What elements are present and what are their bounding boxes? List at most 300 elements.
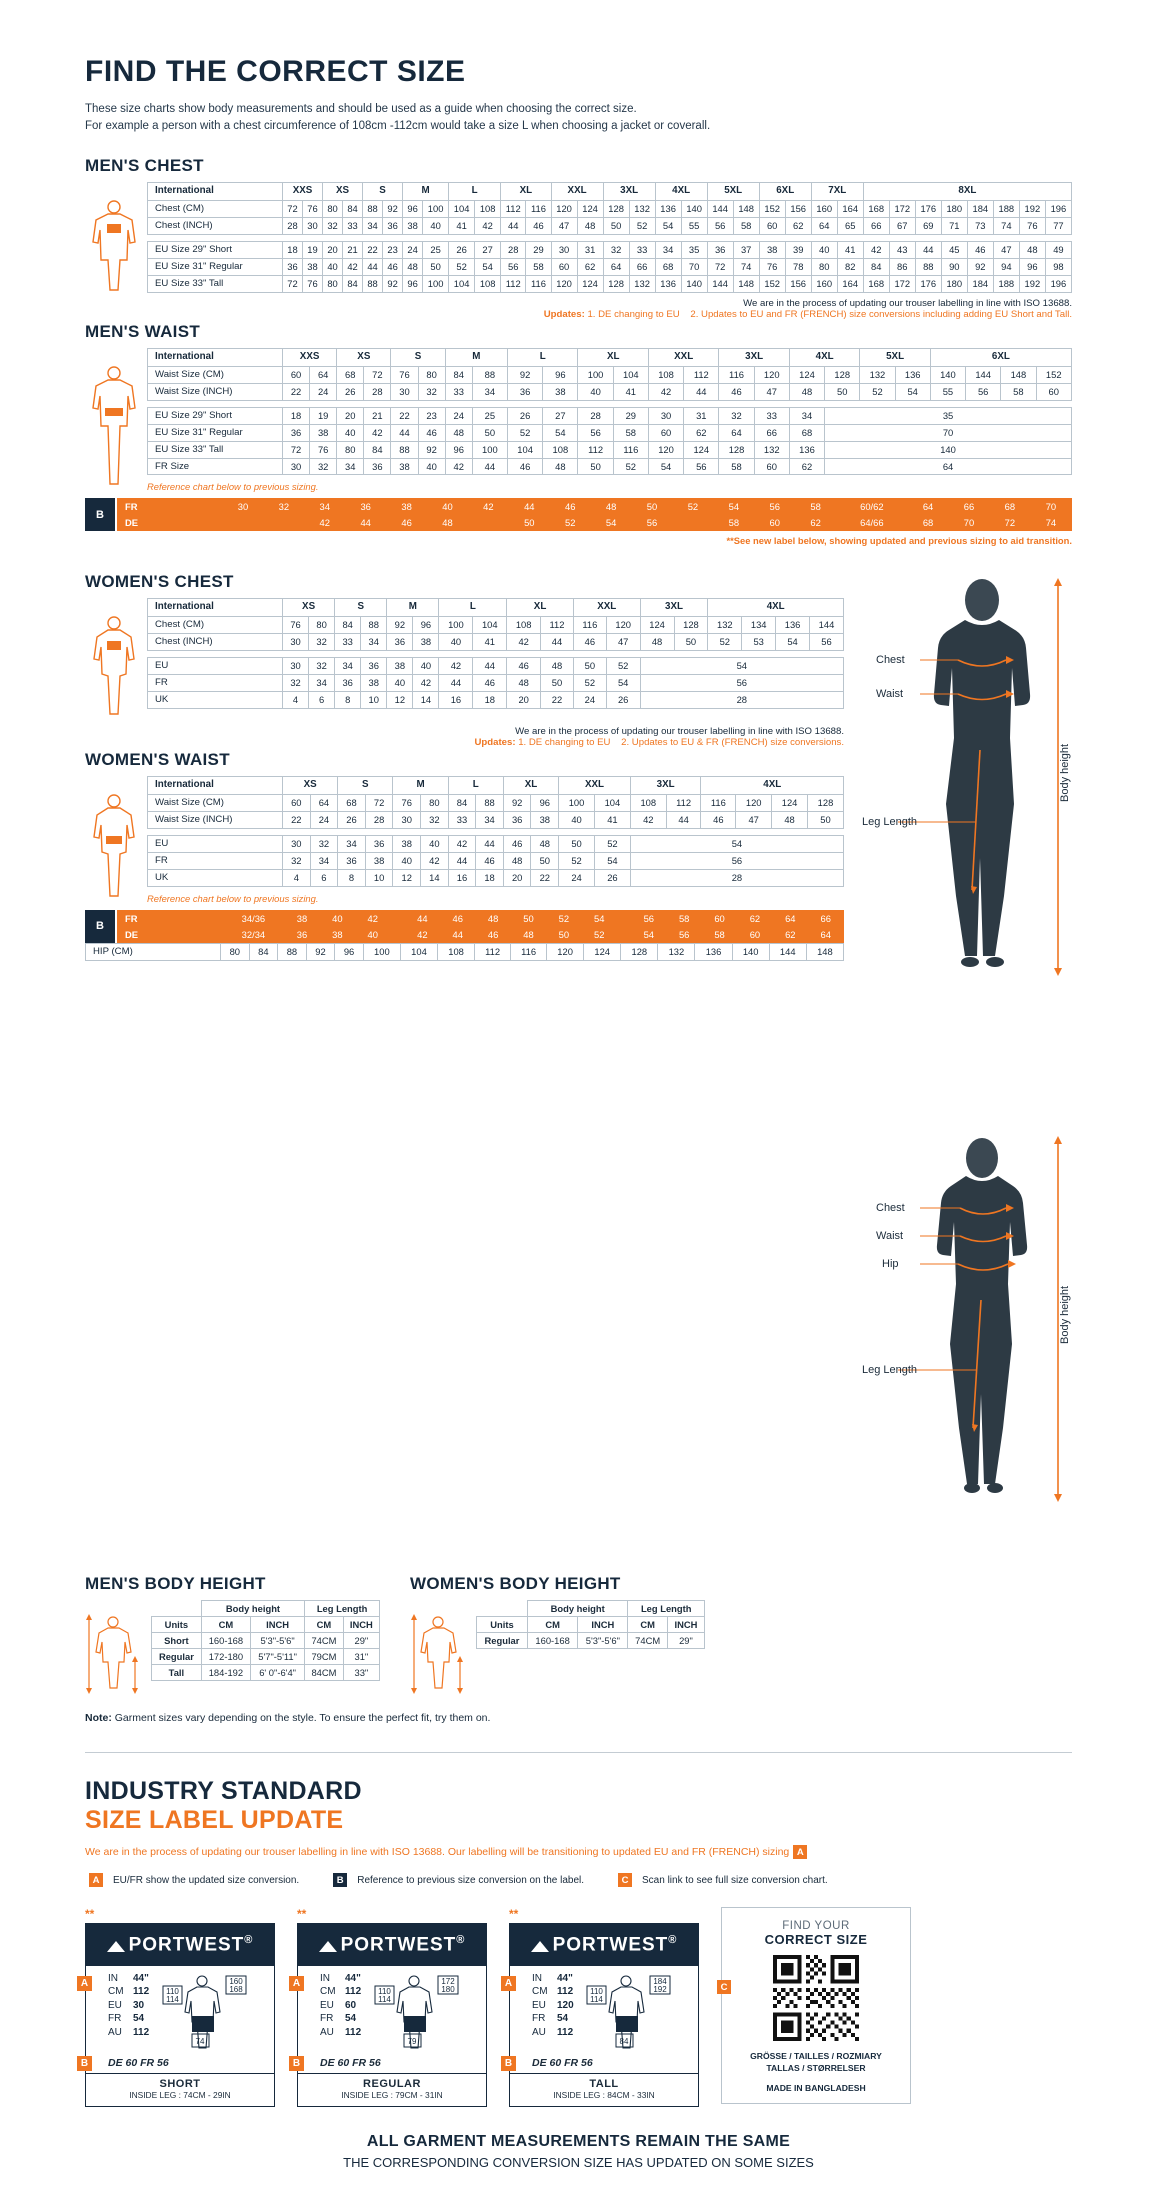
row-label: EU Size 29" Short [148,407,283,424]
table-cell: 134 [742,616,776,633]
table-cell: 74CM [305,1633,344,1649]
table-cell: 50 [573,657,606,674]
table-cell: 148 [733,200,759,217]
table-cell: 100 [423,275,449,292]
table-cell: 80 [421,794,449,811]
table-cell: 33 [754,407,789,424]
table-cell: 60 [551,258,577,275]
legend-item-c [614,1873,828,1887]
table-cell: 42 [421,852,449,869]
table-cell: 35 [825,407,1072,424]
table-cell: 46 [507,657,541,674]
table-cell: 54 [648,458,683,475]
legend [85,1873,1072,1887]
table-cell: 52 [860,383,895,400]
tag-b-label: B [289,2056,304,2071]
table-cell: 50 [674,633,708,650]
table-cell: 124 [789,366,824,383]
table-cell: 5'7"-5'11" [251,1649,305,1665]
table-cell: 88 [363,200,383,217]
row-label: Short [152,1633,202,1649]
table-cell: 33" [343,1665,379,1681]
table-row [152,1649,380,1665]
table-cell: 32 [309,633,335,650]
table-cell: 68 [989,499,1030,515]
table-cell: 38 [531,811,559,828]
svg-text:180: 180 [441,1984,455,1994]
table-cell: 104 [508,441,543,458]
page-title: FIND THE CORRECT SIZE [85,55,466,88]
table-cell [672,515,713,531]
table-cell: 128 [603,275,629,292]
table-cell: 52 [508,424,543,441]
womens-waist-heading: WOMEN'S WAIST [85,750,230,770]
column-header: International [148,599,283,616]
table-cell: 50 [603,217,629,234]
table-cell: 33 [335,633,361,650]
table-cell: 50 [559,835,595,852]
column-header: L [439,599,507,616]
table-cell: 52 [594,835,630,852]
reference-tag-b: B [85,910,115,943]
table-cell: 32 [418,383,445,400]
table-row [148,275,1072,292]
table-cell: 22 [283,383,310,400]
table-cell: 41 [837,241,863,258]
table-cell: 64 [719,424,754,441]
table-cell: 128 [808,794,844,811]
tag-a-icon: A [89,1873,103,1887]
brand-logo: PORTWEST® [86,1924,274,1965]
table-cell: 56 [684,458,719,475]
label-figure [162,1972,248,2054]
column-header: M [403,183,449,200]
mens-waist-block [85,348,1072,494]
table-cell: 22 [391,407,418,424]
size-values: IN 44" CM 112 EU 60 FR 54 AU 112 [320,1972,362,2038]
table-cell: 64 [773,910,808,926]
table-cell: 49 [1045,241,1071,258]
table-cell: 54 [630,835,843,852]
table-cell: 32 [283,852,311,869]
table-cell: 68 [337,366,364,383]
table-cell: 54 [594,852,630,869]
table-cell: 42 [468,499,509,515]
table-header-row [152,1617,380,1633]
table-cell: 42 [863,241,889,258]
row-label: FR [148,852,283,869]
table-cell: 47 [551,217,577,234]
table-cell: 20 [323,241,343,258]
table-cell: 184 [967,275,993,292]
table-cell: 47 [993,241,1019,258]
table-cell: 52 [559,852,595,869]
table-cell: 116 [719,366,754,383]
table-cell: 50 [509,515,550,531]
legend-item-b [329,1873,584,1887]
table-cell: 180 [941,200,967,217]
table-cell: 34 [476,811,504,828]
table-cell: 112 [666,794,701,811]
table-cell: 172 [889,275,915,292]
table-cell: 42 [439,657,473,674]
table-cell: 33 [448,811,476,828]
updates-label: Updates: [474,737,516,749]
table-cell: 196 [1045,275,1071,292]
table-cell: 176 [915,275,941,292]
table-cell: 44 [541,633,574,650]
table-cell: 78 [785,258,811,275]
table-cell: 50 [472,424,507,441]
update-note-line: We are in the process of updating our trouser labelling in line with ISO 13688. [515,726,844,738]
fit-note-label: Note: [85,1712,112,1725]
table-cell: 34 [655,241,681,258]
table-cell: 64 [808,926,844,942]
table-cell: 48 [403,258,423,275]
table-cell: 67 [889,217,915,234]
column-header: 5XL [860,349,930,366]
table-cell: 70 [681,258,707,275]
table-cell: 33 [445,383,472,400]
table-cell: 136 [695,943,732,960]
table-cell: 62 [795,515,836,531]
table-cell: 74 [1030,515,1071,531]
table-cell: 100 [559,794,595,811]
table-cell: 48 [789,383,824,400]
table-cell: 104 [400,943,437,960]
table-cell: 31" [343,1649,379,1665]
table-cell: 46 [440,910,475,926]
column-header: CM [305,1617,344,1633]
table-cell: 76 [303,200,323,217]
table-cell: 33 [343,217,363,234]
table-cell: 88 [278,943,307,960]
womens-waist-reference-table [117,910,844,943]
table-cell: 38 [413,633,439,650]
table-cell: 19 [303,241,323,258]
table-cell: 46 [701,811,736,828]
brand-logo: PORTWEST® [298,1924,486,1965]
table-cell: 52 [613,458,648,475]
group-header: Body height [527,1601,628,1617]
mens-waist-heading: MEN'S WAIST [85,322,201,342]
womens-hip-table [85,943,844,961]
column-header: L [508,349,578,366]
garment-label-card [504,1907,699,2106]
table-cell: 116 [573,616,606,633]
table-row [148,674,844,691]
row-label: FR Size [148,458,283,475]
row-label: EU Size 31" Regular [148,424,283,441]
label-leg-length: Leg Length [862,1364,918,1377]
table-cell: 50 [423,258,449,275]
table-row [148,794,844,811]
table-header-row [477,1617,705,1633]
inside-leg: INSIDE LEG : 74CM - 29IN [129,2089,231,2100]
table-cell: 58 [795,499,836,515]
updates-label: Updates: [543,309,585,321]
womens-body-height-table [476,1600,705,1649]
column-header: XXL [559,777,631,794]
mens-waist-reference-table [117,498,1072,531]
table-cell: 50 [578,458,613,475]
table-cell: 30 [391,383,418,400]
table-cell: 25 [472,407,507,424]
table-cell: 22 [531,869,559,886]
garment-label-card [292,1907,487,2106]
table-row [148,407,1072,424]
mens-waist-table [147,348,1072,475]
table-cell: 140 [681,275,707,292]
table-cell: 164 [837,275,863,292]
table-cell: 68 [789,424,824,441]
table-cell: 54 [713,499,754,515]
update-1: 1. DE changing to EU [587,309,680,321]
row-spacer [148,828,844,835]
industry-title-1: INDUSTRY STANDARD [85,1777,362,1806]
table-cell: 64 [310,366,337,383]
table-cell: 42 [304,515,345,531]
table-cell: 64 [825,458,1072,475]
table-cell: 32/34 [223,926,285,942]
table-cell: 46 [967,241,993,258]
label-leg-length: Leg Length [862,816,918,829]
table-cell: 12 [393,869,421,886]
table-cell: 20 [503,869,531,886]
table-cell: 40 [337,424,364,441]
qr-made-in: MADE IN BANGLADESH [766,2082,866,2093]
table-cell: 128 [621,943,658,960]
table-cell: 116 [526,200,551,217]
table-cell: 112 [501,200,526,217]
table-row [148,691,844,708]
table-cell: 144 [707,275,733,292]
male-torso-figure [85,182,147,294]
table-cell: 34 [335,657,361,674]
table-cell: 128 [603,200,629,217]
row-label: EU [148,657,283,674]
table-cell: 132 [629,200,655,217]
table-cell: 140 [825,441,1072,458]
table-cell: 52 [582,926,617,942]
table-cell: 40 [439,633,473,650]
table-cell: 42 [648,383,683,400]
table-cell: 56 [631,910,666,926]
table-cell: 44 [345,515,386,531]
table-cell: 76 [391,366,418,383]
table-cell: 36 [387,633,413,650]
table-cell: 38 [393,835,421,852]
table-cell: 136 [895,366,930,383]
svg-text:172: 172 [441,1976,455,1986]
table-cell: 64 [811,217,837,234]
table-cell: 148 [1001,366,1036,383]
table-cell: 58 [526,258,551,275]
table-cell: 46 [503,835,531,852]
table-row [148,811,844,828]
table-cell: 29 [613,407,648,424]
svg-text:84: 84 [619,2036,629,2046]
table-cell: 128 [825,366,860,383]
table-header-row [152,1601,380,1617]
table-cell: 34 [338,835,366,852]
table-cell: 30 [551,241,577,258]
update-1: 1. DE changing to EU [518,737,611,749]
table-cell [263,515,304,531]
table-cell: 104 [473,616,507,633]
male-height-figure [85,1600,145,1694]
size-values: IN 44" CM 112 EU 30 FR 54 AU 112 [108,1972,150,2038]
table-cell: 14 [413,691,439,708]
table-cell: 33 [629,241,655,258]
table-cell: 34 [309,674,335,691]
table-cell: 72 [365,794,393,811]
table-cell: 184-192 [201,1665,250,1681]
table-cell: 46 [383,258,403,275]
previous-size: DE 60 FR 56 [532,2056,593,2069]
table-cell: 160-168 [527,1633,577,1649]
table-cell: 168 [863,200,889,217]
table-cell: 92 [967,258,993,275]
table-cell: 108 [438,943,475,960]
table-cell: 23 [383,241,403,258]
table-cell: 26 [338,811,366,828]
table-cell: 48 [427,515,468,531]
table-cell: 92 [383,200,403,217]
table-cell: 40 [355,926,390,942]
svg-text:114: 114 [166,1994,179,2004]
table-cell: 73 [967,217,993,234]
table-cell: 42 [405,926,440,942]
table-cell: 22 [283,811,311,828]
table-cell: 18 [473,691,507,708]
group-header: Leg Length [628,1601,705,1617]
table-cell: 160 [811,200,837,217]
group-header [152,1601,202,1617]
table-cell: 18 [283,241,303,258]
table-cell: 72 [283,275,303,292]
table-cell: 22 [363,241,383,258]
intro-line-1: These size charts show body measurements and should be used as a guide when choosing the correct size. [85,103,637,115]
table-cell: 44 [509,499,550,515]
table-cell: 76 [303,275,323,292]
table-cell: 32 [719,407,754,424]
table-cell: 96 [403,200,423,217]
inside-leg: INSIDE LEG : 84CM - 33IN [553,2089,655,2100]
table-cell: 18 [283,407,310,424]
table-cell: 80 [337,441,364,458]
table-cell: 24 [403,241,423,258]
table-cell: 36 [365,835,393,852]
column-header: INCH [667,1617,704,1633]
table-cell: 58 [1001,383,1036,400]
table-row [148,258,1072,275]
column-header: S [391,349,445,366]
column-header: CM [628,1617,667,1633]
table-cell: 28 [640,691,843,708]
womens-waist-ref-caption: Reference chart below to previous sizing. [147,892,319,904]
size-values: IN 44" CM 112 EU 120 FR 54 AU 112 [532,1972,574,2038]
qr-code-icon[interactable] [773,1955,859,2041]
table-row [148,616,844,633]
table-cell: 48 [591,499,632,515]
table-cell: 76 [759,258,785,275]
table-cell: 62 [737,910,772,926]
table-cell: 38 [361,674,387,691]
table-cell: 10 [361,691,387,708]
table-cell: 60 [648,424,683,441]
table-cell: 69 [915,217,941,234]
table-cell: 38 [387,657,413,674]
table-cell: 54 [591,515,632,531]
table-cell [468,515,509,531]
label-figure [374,1972,460,2054]
tag-a-inline: A [793,1845,807,1859]
label-body-height: Body height [1059,744,1071,803]
table-cell: 60 [759,217,785,234]
column-header: XXL [648,349,718,366]
column-header: 5XL [707,183,759,200]
label-figure [586,1972,672,2054]
table-cell: 32 [310,835,338,852]
table-cell: 112 [475,943,511,960]
column-header: S [338,777,393,794]
table-cell: 54 [475,258,501,275]
column-header: XL [501,183,551,200]
table-row [148,458,1072,475]
brand-logo: PORTWEST® [510,1924,698,1965]
table-cell: 100 [423,200,449,217]
table-cell: 30 [283,633,309,650]
table-cell: 80 [309,616,335,633]
table-cell: 38 [320,926,355,942]
table-cell: 24 [445,407,472,424]
mens-body-height-heading: MEN'S BODY HEIGHT [85,1574,266,1594]
table-cell: 136 [776,616,810,633]
table-cell: 24 [559,869,595,886]
table-row [148,241,1072,258]
table-cell: 29" [667,1633,704,1649]
table-cell: 32 [283,674,309,691]
table-cell: 27 [543,407,578,424]
table-cell: 40 [387,674,413,691]
table-cell: 50 [511,910,546,926]
table-cell: 36 [345,499,386,515]
table-cell: 26 [508,407,543,424]
table-cell: 176 [915,200,941,217]
group-header: Body height [201,1601,304,1617]
legend-text-a: EU/FR show the updated size conversion. [113,1874,300,1886]
table-cell: 156 [785,275,811,292]
table-cell: 70 [1030,499,1071,515]
table-cell: 56 [707,217,733,234]
row-label: EU Size 31" Regular [148,258,283,275]
column-header: S [363,183,403,200]
table-cell: 108 [630,794,666,811]
table-row [148,200,1072,217]
previous-size: DE 60 FR 56 [108,2056,169,2069]
table-cell: 148 [733,275,759,292]
table-cell: 116 [511,943,547,960]
column-header: XL [507,599,574,616]
table-cell: 140 [930,366,965,383]
table-cell: 56 [630,852,843,869]
table-cell: 72 [364,366,391,383]
table-cell: 96 [543,366,578,383]
table-cell: 140 [681,200,707,217]
table-row [148,217,1072,234]
column-header: XXL [551,183,603,200]
